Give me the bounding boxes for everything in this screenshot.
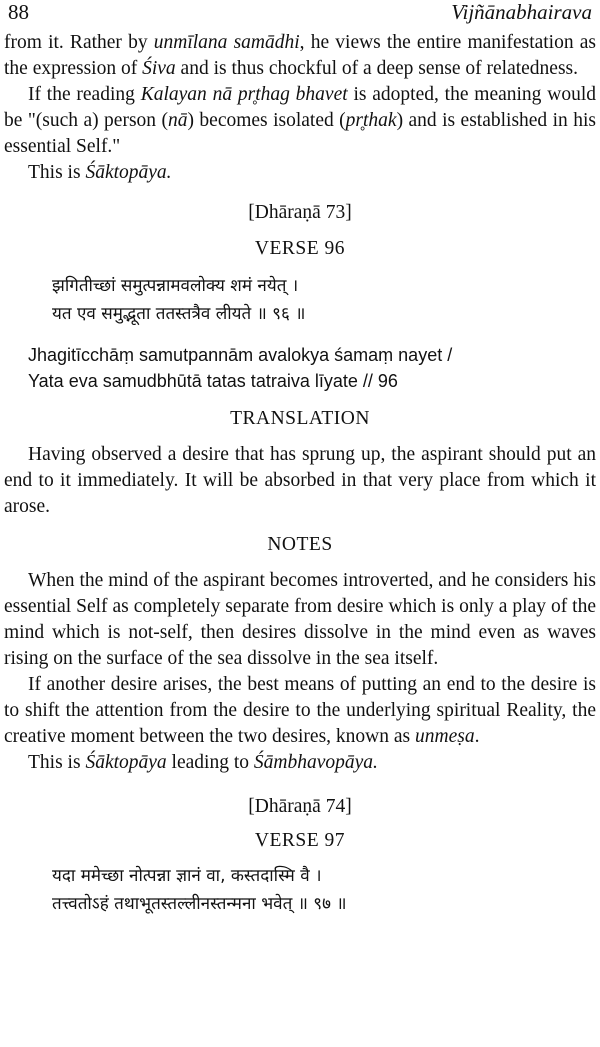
italic-term: Śāktopāya. [85,162,172,183]
verse-97-sanskrit-line-1: यदा ममेच्छा नोत्पन्ना ज्ञानं वा, कस्तदास्मि वै । [52,866,322,886]
verse-97-heading: VERSE 97 [254,830,346,851]
verse-96-transliteration-line-1: Jhagitīcchāṃ samutpannām avalokya śamaṃ nayet / [28,345,453,365]
italic-term: Kalayan nā pr̥thag bhavet [140,84,348,105]
translation-heading: TRANSLATION [230,408,370,429]
italic-term: unmeṣa [415,726,475,747]
verse-96-heading: VERSE 96 [254,238,346,259]
italic-term: nā [167,110,188,131]
verse-96-sanskrit-line-2: यत एव समुद्भूता ततस्तत्रैव लीयते ॥ ९६ ॥ [52,304,306,324]
notes-paragraph-2: If another desire arises, the best means of putting an end to the desire is to shift the attention from the desire to the underlying spiritual Reality, the creative moment between the two desires, known as unmeṣa. [4,674,596,747]
intro-paragraph-3: This is Śāktopāya. [28,162,172,183]
running-head [4,0,596,30]
verse-96-transliteration-line-2: Yata eva samudbhūtā tatas tatraiva līyate // 96 [28,371,398,391]
italic-term: Śiva [142,58,176,79]
italic-term: unmīlana samādhi [153,32,300,53]
intro-paragraph-2: If the reading Kalayan nā pr̥thag bhavet is adopted, the meaning would be "(such a) person (nā) becomes isolated (pr̥thak) and is established in his essential Self." [4,84,596,157]
notes-paragraph-3: This is Śāktopāya leading to Śāmbhavopāya. [28,752,378,773]
dharana-73-label: [Dhāraṇā 73] [248,202,352,223]
page-number: 88 [8,0,29,24]
running-title: Vijñānabhairava [451,0,592,24]
notes-heading: NOTES [267,534,333,555]
italic-term: pr̥thak [345,110,397,131]
translation-paragraph: Having observed a desire that has sprung up, the aspirant should put an end to it immediately. It will be absorbed in that very place from which it arose. [4,444,596,517]
verse-96-sanskrit-line-1: झगितीच्छां समुत्पन्नामवलोक्य शमं नयेत् । [52,276,299,296]
italic-term: Śāmbhavopāya. [253,752,378,773]
intro-paragraph-1: from it. Rather by unmīlana samādhi, he views the entire manifestation as the expression of Śiva and is thus chockful of a deep sense of relatedness. [4,32,597,79]
notes-paragraph-1: When the mind of the aspirant becomes introverted, and he considers his essential Self as completely separate from desire which is only a play of the mind which is not-self, then desires dissolve in the mind even as waves rising on the surface of the sea dissolve in the sea itself. [4,570,596,669]
italic-term: Śāktopāya [85,752,167,773]
verse-97-sanskrit-line-2: तत्त्वतोऽहं तथाभूतस्तल्लीनस्तन्मना भवेत् ॥ ९७ ॥ [52,894,347,914]
dharana-74-label: [Dhāraṇā 74] [248,796,352,817]
